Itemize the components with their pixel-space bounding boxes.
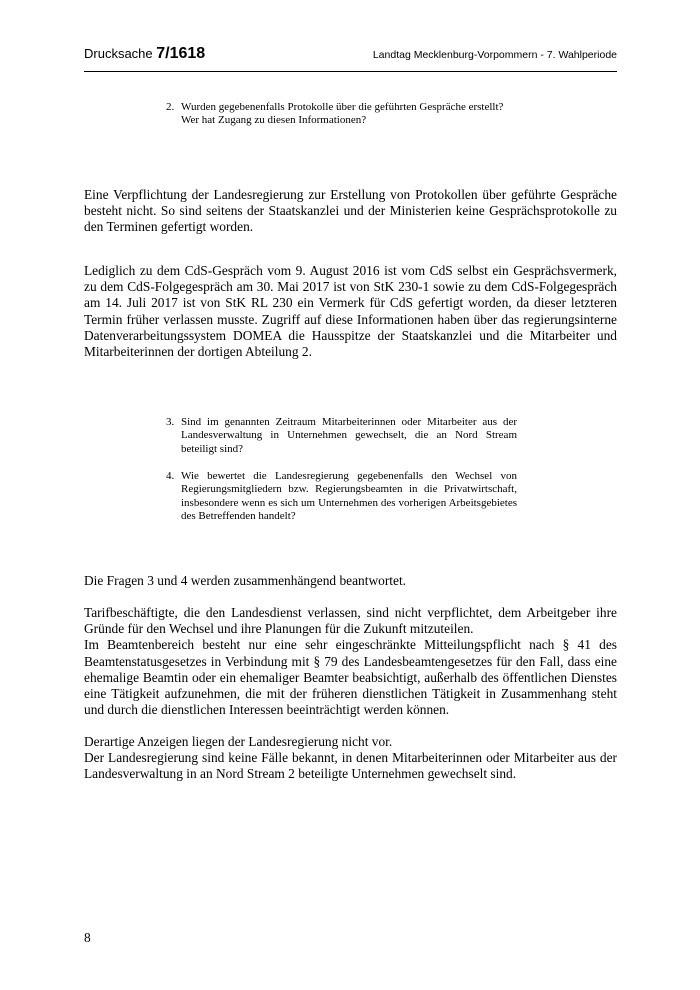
answer-paragraph [84,734,617,783]
question-line: Wer hat Zugang zu diesen Informationen? [181,114,367,127]
answer-line: Der Landesregierung sind keine Fälle bekannt, in denen Mitarbeiterinnen oder Mitarbeiter aus der Landesverwaltung in an Nord Stream 2 beteiligte Unternehmen gewechselt sind. [84,750,617,782]
answer-paragraph: Eine Verpflichtung der Landesregierung zur Erstellung von Protokollen über geführte Gespräche besteht nicht. So sind seitens der Staatskanzlei und der Ministerien keine Gesprächsprotokolle zu den Terminen gefertigt worden. [84,187,617,235]
answer-paragraph [84,605,617,718]
answer-paragraph: Lediglich zu dem CdS-Gespräch vom 9. August 2016 ist vom CdS selbst ein Gesprächsvermerk, zu dem CdS-Folgegespräch am 30. Mai 2017 ist von StK 230-1 sowie zu dem CdS-Folgegespräch am 14. Juli 2017 ist von StK RL 230 ein Vermerk für CdS gefertigt worden, da dieser letzteren Termin früher verlassen musste. Zugriff auf diese Informationen haben über das regierungsinterne Datenverarbeitungssystem DOMEA die Hausspitze der Staatskanzlei und die Mitarbeiter und Mitarbeiterinnen der dortigen Abteilung 2. [84,263,617,360]
question-3 [166,416,517,456]
question-line: Wurden gegebenenfalls Protokolle über die geführten Gespräche erstellt? [181,101,504,113]
question-text: Wie bewertet die Landesregierung gegebenenfalls den Wechsel von Regierungsmitgliedern bzw. Regierungsbeamten in die Privatwirtschaft, insbesondere wenn es sich um Unternehmen des vorherigen Arbeitsgebietes des Betreffenden handelt? [181,470,517,522]
question-text: Sind im genannten Zeitraum Mitarbeiterinnen oder Mitarbeiter aus der Landesverwaltung in Unternehmen gewechselt, die an Nord Stream beteiligt sind? [181,416,517,455]
document-number [84,44,205,64]
answer-line: Im Beamtenbereich besteht nur eine sehr eingeschränkte Mitteilungspflicht nach § 41 des Beamtenstatusgesetzes in Verbindung mit § 79 des Landesbeamtengesetzes für den Fall, dass eine ehemalige Beamtin oder ein ehemaliger Beamter beabsichtigt, außerhalb des öffentlichen Dienstes eine Tätigkeit aufzunehmen, die mit der früheren dienstlichen Tätigkeit in Zusammenhang steht und durch die dienstlichen Interessen beeinträchtigt werden können. [84,637,617,718]
answer-paragraph: Die Fragen 3 und 4 werden zusammenhängend beantwortet. [84,573,407,588]
page-header [84,44,617,68]
answer-line: Tarifbeschäftigte, die den Landesdienst verlassen, sind nicht verpflichtet, dem Arbeitgeber ihre Gründe für den Wechsel und ihre Planungen für die Zukunft mitzuteilen. [84,605,617,637]
document-prefix: Drucksache [84,46,153,61]
question-number: 3. [166,416,175,428]
document-number-value: 7/1618 [156,45,206,62]
header-rule [84,71,617,72]
question-2 [166,101,517,128]
parliament-label: Landtag Mecklenburg-Vorpommern - 7. Wahlperiode [372,49,617,61]
answer-line: Derartige Anzeigen liegen der Landesregierung nicht vor. [84,734,393,749]
page-number: 8 [84,930,91,945]
question-number: 4. [166,470,175,482]
question-4 [166,470,517,523]
question-number: 2. [166,101,175,113]
question-text [181,101,517,128]
